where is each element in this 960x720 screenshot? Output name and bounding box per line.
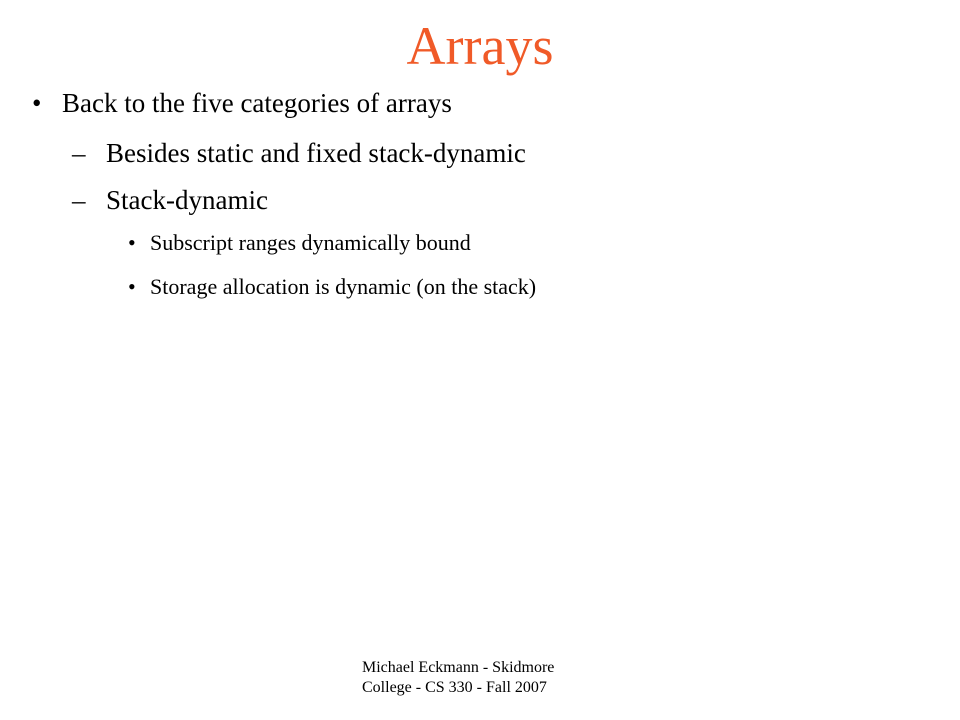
bullet-text: Storage allocation is dynamic (on the stack): [150, 274, 537, 299]
dash-marker: –: [72, 185, 86, 215]
footer-line-2: College - CS 330 - Fall 2007: [362, 679, 547, 696]
bullet-level2: [72, 136, 526, 170]
slide-footer: [362, 658, 622, 698]
slide-title: Arrays: [406, 16, 554, 76]
dash-marker: –: [72, 138, 86, 168]
bullet-text: Back to the five categories of arrays: [62, 88, 452, 118]
bullet-level3: [128, 273, 536, 301]
footer-line-1: Michael Eckmann - Skidmore: [362, 659, 555, 676]
bullet-marker: •: [32, 88, 42, 118]
bullet-marker: •: [128, 230, 136, 255]
bullet-level3: [128, 229, 471, 257]
bullet-text: Besides static and fixed stack-dynamic: [106, 138, 526, 168]
bullet-level1: [32, 86, 452, 120]
bullet-level2: [72, 183, 268, 217]
bullet-text: Subscript ranges dynamically bound: [150, 230, 471, 255]
bullet-text: Stack-dynamic: [106, 185, 268, 215]
bullet-marker: •: [128, 274, 136, 299]
